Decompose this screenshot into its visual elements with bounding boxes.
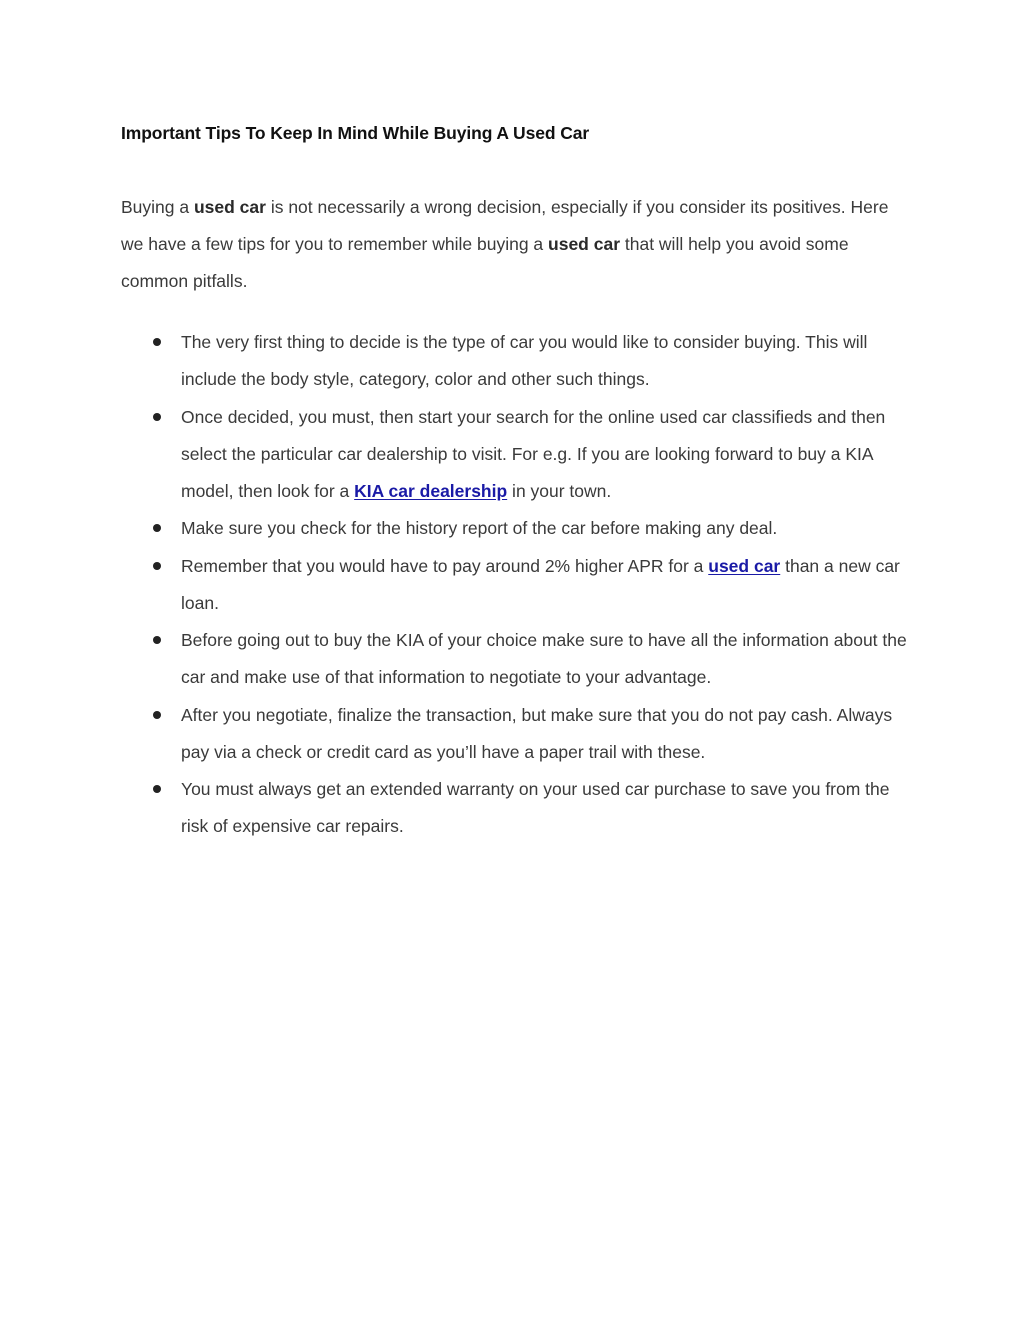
intro-paragraph	[121, 189, 911, 300]
list-item	[121, 399, 911, 510]
kia-car-dealership-link[interactable]: KIA car dealership	[354, 480, 508, 501]
intro-text-1: Buying a	[121, 197, 194, 217]
bullet-icon	[153, 785, 161, 793]
intro-text-3: that will help you avoid some common pitfalls.	[121, 234, 849, 291]
document-title: Important Tips To Keep In Mind While Buying A Used Car	[121, 123, 590, 143]
tip-text: After you negotiate, finalize the transaction, but make sure that you do not pay cash. Always pay via a check or credit card as you’ll have a paper trail with these.	[181, 704, 893, 762]
list-item	[121, 697, 911, 771]
intro-text-2: is not necessarily a wrong decision, especially if you consider its positives. Here we have a few tips for you to remember while buying a	[121, 197, 889, 254]
bullet-icon	[153, 524, 161, 532]
tip-text: Remember that you would have to pay around 2% higher APR for a	[181, 555, 709, 576]
tip-text: Before going out to buy the KIA of your choice make sure to have all the information about the car and make use of that information to negotiate to your advantage.	[181, 630, 907, 687]
list-item	[121, 771, 911, 845]
list-item	[121, 324, 911, 398]
list-item	[121, 548, 911, 622]
tips-list	[121, 324, 911, 845]
tip-text-after: than a new car loan.	[181, 555, 900, 613]
tip-text: The very first thing to decide is the type of car you would like to consider buying. This will include the body style, category, color and other such things.	[181, 332, 868, 389]
bullet-icon	[153, 636, 161, 644]
intro-bold-used-car-1: used car	[193, 197, 266, 217]
list-item	[121, 510, 911, 547]
intro-bold-used-car-2: used car	[548, 234, 620, 254]
list-item	[121, 622, 911, 696]
document-page	[121, 120, 911, 846]
bullet-icon	[153, 562, 161, 570]
bullet-icon	[153, 338, 161, 346]
bullet-icon	[153, 711, 161, 719]
bullet-icon	[153, 413, 161, 421]
tip-text-after: in your town.	[507, 480, 612, 501]
tip-text: You must always get an extended warranty on your used car purchase to save you from the risk of expensive car repairs.	[181, 779, 890, 836]
used-car-link[interactable]: used car	[708, 555, 781, 576]
tip-text: Make sure you check for the history report of the car before making any deal.	[181, 518, 778, 538]
tip-text: Once decided, you must, then start your search for the online used car classifieds and then select the particular car dealership to visit. For e.g. If you are looking forward to buy a KIA model, then look for a	[181, 406, 886, 501]
